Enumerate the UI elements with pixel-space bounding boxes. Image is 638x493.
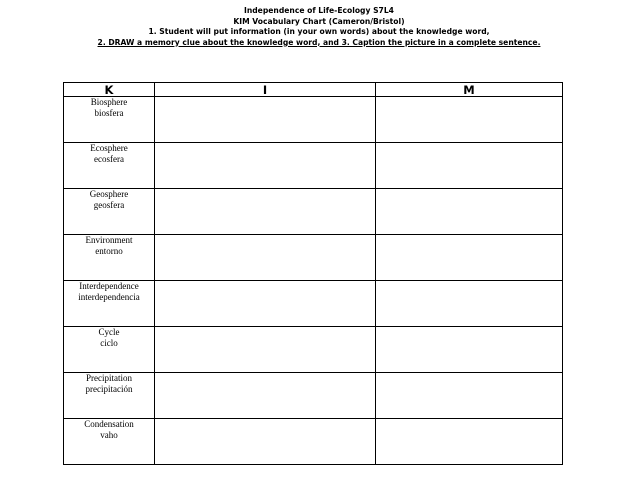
column-header-i: I <box>155 83 376 97</box>
knowledge-word-spanish: geosfera <box>93 200 125 210</box>
knowledge-word-cell <box>64 327 155 373</box>
table-row <box>64 327 563 373</box>
knowledge-word-cell <box>64 281 155 327</box>
information-cell[interactable] <box>155 373 376 419</box>
memory-clue-cell[interactable] <box>376 235 563 281</box>
information-cell[interactable] <box>155 189 376 235</box>
knowledge-word: Biosphere <box>90 97 128 107</box>
knowledge-word: Interdependence <box>79 281 139 291</box>
knowledge-word-cell <box>64 189 155 235</box>
memory-clue-cell[interactable] <box>376 97 563 143</box>
table-row <box>64 373 563 419</box>
information-cell[interactable] <box>155 281 376 327</box>
memory-clue-cell[interactable] <box>376 419 563 465</box>
column-header-k: K <box>64 83 155 97</box>
table-row <box>64 419 563 465</box>
knowledge-word: Precipitation <box>86 373 132 383</box>
document-subtitle: KIM Vocabulary Chart (Cameron/Bristol) <box>233 16 405 26</box>
memory-clue-cell[interactable] <box>376 281 563 327</box>
table-row <box>64 235 563 281</box>
knowledge-word-spanish: entorno <box>95 246 123 256</box>
knowledge-word-cell <box>64 419 155 465</box>
knowledge-word-spanish: vaho <box>100 430 118 440</box>
information-cell[interactable] <box>155 327 376 373</box>
table-row <box>64 97 563 143</box>
document-title: Independence of Life-Ecology S7L4 <box>244 6 394 15</box>
memory-clue-cell[interactable] <box>376 373 563 419</box>
memory-clue-cell[interactable] <box>376 327 563 373</box>
information-cell[interactable] <box>155 235 376 281</box>
knowledge-word-spanish: biosfera <box>94 108 124 118</box>
knowledge-word: Ecosphere <box>90 143 128 153</box>
information-cell[interactable] <box>155 143 376 189</box>
knowledge-word-spanish: ciclo <box>100 338 118 348</box>
column-header-m: M <box>376 83 563 97</box>
knowledge-word: Environment <box>85 235 133 245</box>
knowledge-word-spanish: precipitación <box>85 384 133 394</box>
knowledge-word: Cycle <box>98 327 120 337</box>
instruction-1: 1. Student will put information (in your own words) about the knowledge word, <box>148 27 490 36</box>
knowledge-word-cell <box>64 143 155 189</box>
kim-vocabulary-chart <box>63 82 563 465</box>
knowledge-word-spanish: interdependencia <box>78 292 140 302</box>
knowledge-word-cell <box>64 235 155 281</box>
memory-clue-cell[interactable] <box>376 189 563 235</box>
document-header <box>0 6 638 48</box>
knowledge-word: Condensation <box>84 419 134 429</box>
table-row <box>64 189 563 235</box>
information-cell[interactable] <box>155 97 376 143</box>
knowledge-word-cell <box>64 373 155 419</box>
header-row <box>64 83 563 97</box>
information-cell[interactable] <box>155 419 376 465</box>
knowledge-word-spanish: ecosfera <box>94 154 124 164</box>
knowledge-word-cell <box>64 97 155 143</box>
table-row <box>64 143 563 189</box>
instruction-2: 2. DRAW a memory clue about the knowledge word, and 3. Caption the picture in a complete sentence. <box>97 37 541 47</box>
memory-clue-cell[interactable] <box>376 143 563 189</box>
knowledge-word: Geosphere <box>89 189 129 199</box>
table-row <box>64 281 563 327</box>
